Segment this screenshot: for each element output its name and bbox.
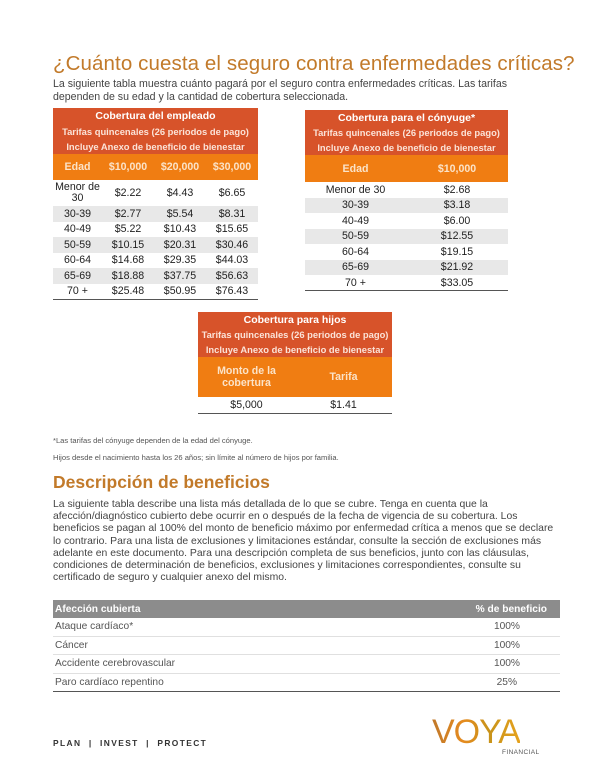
column-header: Tarifa	[329, 371, 358, 383]
intro-text: La siguiente tabla muestra cuánto pagará por el seguro contra enfermedades críticas. Las tarifas dependen de su edad y la cantidad de cobertura seleccionada.	[53, 78, 508, 103]
column-header: $30,000	[212, 161, 252, 173]
table-row	[53, 284, 258, 300]
rate-cell: $2.77	[114, 207, 142, 220]
rate-cell: $76.43	[215, 285, 249, 297]
age-cell: 65-69	[63, 269, 92, 282]
rate-cell: $4.43	[166, 186, 194, 199]
table-row	[53, 674, 560, 693]
table-row	[53, 222, 258, 238]
voya-logo	[432, 715, 542, 760]
benefits-description: La siguiente tabla describe una lista más detallada de lo que se cubre. Tenga en cuenta que la afección/diagnóstico cubierto debe ocurrir en o después de la fecha de vigencia de su cobertura. Los beneficios se pagan al 100% del monto de beneficio máximo por enfermedad crítica a menos que se declare lo contrario. Para una lista de exclusiones y limitaciones estándar, consulte la sección de exclusiones más adelante en este documento. Para una descripción completa de sus beneficios, junto con las cláusulas, condiciones de determinación de beneficios, exclusiones y limitaciones correspondientes, consulte su certificado de seguro y cualquier anexo del mismo.	[53, 499, 554, 584]
column-header: $10,000	[108, 161, 148, 173]
rate-cell: $2.68	[443, 183, 471, 196]
table-row	[53, 268, 258, 284]
condition-cell: Ataque cardíaco*	[55, 621, 134, 633]
table-row	[53, 618, 560, 637]
column-header: Monto de la cobertura	[217, 365, 276, 389]
table-row	[305, 244, 508, 260]
column-header: % de beneficio	[475, 603, 547, 615]
rate-cell: $8.31	[218, 207, 246, 220]
rate-cell: $1.41	[330, 399, 357, 411]
column-header: $10,000	[437, 162, 477, 175]
section-title-benefits: Descripción de beneficios	[53, 472, 270, 492]
age-cell: 60-64	[341, 245, 370, 258]
spouse-table-note: Incluye Anexo de beneficio de bienestar	[305, 140, 508, 155]
table-row	[305, 182, 508, 198]
spouse-rate-table	[305, 110, 508, 291]
spouse-footnote: *Las tarifas del cónyuge dependen de la edad del cónyuge.	[53, 436, 253, 445]
rate-cell: $50.95	[163, 285, 197, 297]
age-cell: Menor de 30	[325, 183, 386, 196]
condition-cell: Accidente cerebrovascular	[55, 658, 176, 670]
rate-cell: $2.22	[114, 186, 142, 199]
benefits-table-header	[53, 600, 560, 618]
table-row	[305, 198, 508, 214]
employee-table-column-headers	[53, 154, 258, 180]
employee-table-note: Incluye Anexo de beneficio de bienestar	[53, 139, 258, 154]
percent-cell: 100%	[493, 639, 520, 651]
rate-cell: $25.48	[111, 285, 145, 297]
rate-cell: $30.46	[215, 238, 249, 251]
rate-cell: $21.92	[440, 261, 474, 274]
rate-cell: $19.15	[440, 245, 474, 258]
benefits-table	[53, 600, 560, 692]
table-row	[198, 397, 392, 414]
age-cell: 40-49	[341, 214, 370, 227]
age-cell: 30-39	[63, 207, 92, 220]
rate-cell: $37.75	[163, 269, 197, 282]
spouse-table-title: Cobertura para el cónyuge*	[305, 110, 508, 125]
column-header: Edad	[64, 161, 91, 173]
rate-cell: $5.54	[166, 207, 194, 220]
rate-cell: $10.15	[111, 238, 145, 251]
rate-cell: $6.65	[218, 186, 246, 199]
logo-wordmark: VOYA	[432, 713, 520, 751]
table-row	[53, 237, 258, 253]
rate-cell: $44.03	[215, 254, 249, 267]
rate-cell: $10.43	[163, 223, 197, 236]
child-rate-table	[198, 312, 392, 414]
table-row	[53, 180, 258, 206]
percent-cell: 25%	[496, 677, 517, 689]
column-header: Edad	[342, 162, 369, 175]
column-header: $20,000	[160, 161, 200, 173]
table-row	[305, 213, 508, 229]
age-cell: 70 +	[67, 285, 88, 297]
table-row	[305, 229, 508, 245]
children-footnote: Hijos desde el nacimiento hasta los 26 años; sin límite al número de hijos por familia.	[53, 453, 339, 462]
age-cell: 50-59	[63, 238, 92, 251]
table-row	[53, 206, 258, 222]
rate-cell: $3.18	[443, 199, 471, 212]
logo-subtext: FINANCIAL	[502, 749, 540, 756]
rate-cell: $29.35	[163, 254, 197, 267]
rate-cell: $20.31	[163, 238, 197, 251]
spouse-table-column-headers	[305, 155, 508, 182]
rate-cell: $15.65	[215, 223, 249, 236]
footer-tagline: PLAN | INVEST | PROTECT	[53, 738, 208, 748]
age-cell: 40-49	[63, 223, 92, 236]
table-row	[305, 260, 508, 276]
age-cell: 70 +	[345, 276, 366, 289]
spouse-table-subtitle: Tarifas quincenales (26 periodos de pago)	[305, 125, 508, 140]
child-table-subtitle: Tarifas quincenales (26 periodos de pago)	[198, 327, 392, 342]
column-header: Afección cubierta	[55, 603, 141, 615]
rate-cell: $6.00	[443, 214, 471, 227]
child-table-note: Incluye Anexo de beneficio de bienestar	[198, 342, 392, 357]
age-cell: 60-64	[63, 254, 92, 267]
child-table-column-headers	[198, 357, 392, 397]
table-row	[53, 253, 258, 269]
age-cell: 30-39	[341, 199, 370, 212]
child-table-title: Cobertura para hijos	[198, 312, 392, 327]
rate-cell: $12.55	[440, 230, 474, 243]
rate-cell: $56.63	[215, 269, 249, 282]
table-row	[53, 655, 560, 674]
rate-cell: $18.88	[111, 269, 145, 282]
employee-table-title: Cobertura del empleado	[53, 108, 258, 124]
condition-cell: Paro cardíaco repentino	[55, 677, 164, 689]
table-row	[53, 637, 560, 656]
age-cell: Menor de 30	[55, 181, 100, 204]
percent-cell: 100%	[493, 658, 520, 670]
percent-cell: 100%	[493, 621, 520, 633]
age-cell: 50-59	[341, 230, 370, 243]
rate-cell: $33.05	[440, 276, 474, 289]
rate-cell: $14.68	[111, 254, 145, 267]
employee-table-subtitle: Tarifas quincenales (26 periodos de pago)	[53, 124, 258, 139]
table-row	[305, 275, 508, 291]
age-cell: 65-69	[341, 261, 370, 274]
rate-cell: $5.22	[114, 223, 142, 236]
page-title: ¿Cuánto cuesta el seguro contra enfermedades críticas?	[53, 52, 575, 75]
amount-cell: $5,000	[230, 399, 263, 411]
employee-rate-table	[53, 108, 258, 300]
condition-cell: Cáncer	[55, 639, 88, 651]
